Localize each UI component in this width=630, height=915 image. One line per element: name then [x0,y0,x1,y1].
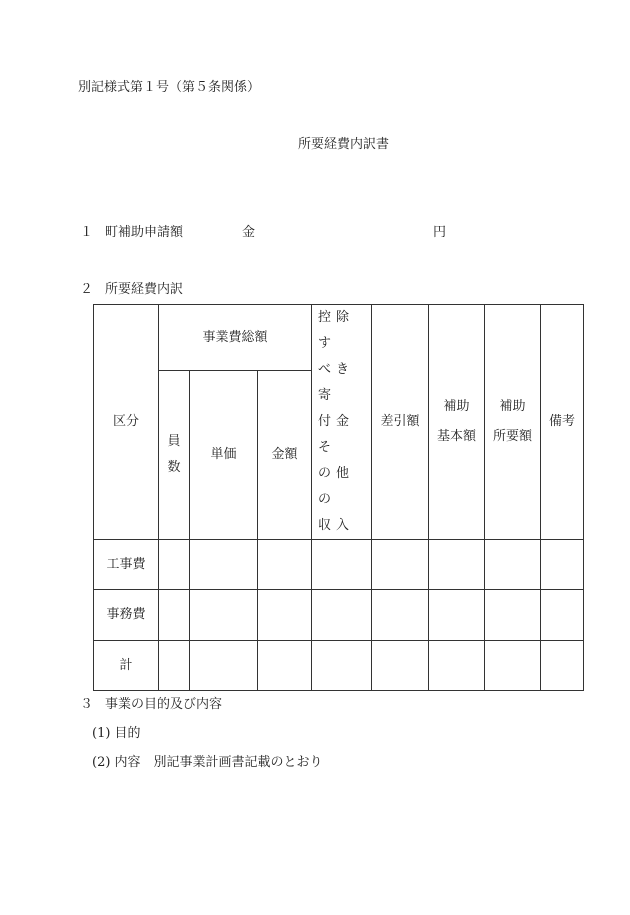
cell-difference[interactable] [372,590,429,641]
header-count [159,371,190,540]
row-label-construction: 工事費 [94,540,159,590]
section2-number: ２ [80,282,94,297]
header-unit-price: 単価 [190,371,258,540]
cell-deduct[interactable] [312,540,372,590]
header-amount: 金額 [258,371,312,540]
header-total-project-cost: 事業費総額 [159,305,312,371]
deduct-line-2: べき寄 [318,362,355,403]
subsidy-base-line-2: 基本額 [436,429,476,444]
row-label-office: 事務費 [94,590,159,641]
cell-subsidy-base[interactable] [429,590,485,641]
cell-deduct[interactable] [312,590,372,641]
amount-yen-label: 円 [433,225,447,240]
cell-difference[interactable] [372,641,429,691]
header-kubun: 区分 [94,305,159,540]
table-row [94,641,584,691]
deduct-line-1: 控除す [318,310,355,351]
count-line-1: 員 [167,434,181,450]
section3-item-purpose: (1) 目的 [92,726,141,741]
cell-subsidy-required[interactable] [485,540,541,590]
section1-label: 町補助申請額 [105,225,184,240]
table-row [94,590,584,641]
cell-unit-price[interactable] [190,590,258,641]
cell-remarks[interactable] [541,590,584,641]
cell-amount[interactable] [258,590,312,641]
cell-subsidy-required[interactable] [485,590,541,641]
cell-difference[interactable] [372,540,429,590]
cell-subsidy-required[interactable] [485,641,541,691]
header-subsidy-base [429,305,485,540]
subsidy-base-line-1: 補助 [443,399,470,414]
count-line-2: 数 [167,460,181,476]
section3-label: 事業の目的及び内容 [105,697,223,712]
section1-number: １ [80,225,94,240]
amount-kin-label: 金 [242,225,256,240]
subsidy-req-line-2: 所要額 [492,429,532,444]
row-label-total: 計 [94,641,159,691]
deduct-line-5: 収入 [318,518,355,533]
cell-count[interactable] [159,540,190,590]
section3-number: ３ [80,697,94,712]
cell-unit-price[interactable] [190,540,258,590]
header-subsidy-required [485,305,541,540]
header-remarks: 備考 [541,305,584,540]
cell-unit-price[interactable] [190,641,258,691]
deduct-line-4: の他の [318,466,355,507]
section3-item-content: (2) 内容 別記事業計画書記載のとおり [92,755,323,770]
header-deductible-income [312,305,372,540]
table-row [94,540,584,590]
document-title: 所要経費内訳書 [298,137,390,152]
header-difference: 差引額 [372,305,429,540]
expense-breakdown-table [93,304,584,691]
cell-count[interactable] [159,641,190,691]
cell-remarks[interactable] [541,540,584,590]
deduct-line-3: 付金そ [318,414,355,455]
cell-amount[interactable] [258,641,312,691]
cell-remarks[interactable] [541,641,584,691]
subsidy-req-line-1: 補助 [499,399,526,414]
section2-label: 所要経費内訳 [105,282,184,297]
cell-count[interactable] [159,590,190,641]
cell-deduct[interactable] [312,641,372,691]
cell-subsidy-base[interactable] [429,641,485,691]
cell-amount[interactable] [258,540,312,590]
cell-subsidy-base[interactable] [429,540,485,590]
form-reference: 別記様式第１号（第５条関係） [78,80,261,95]
